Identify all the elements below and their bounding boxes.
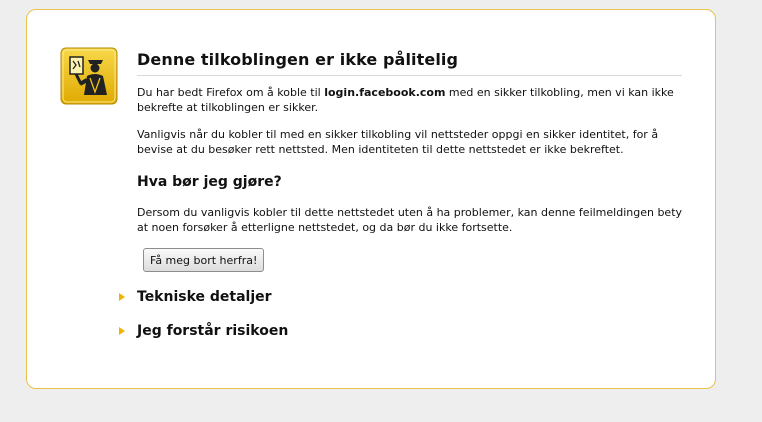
understand-risks-expander[interactable]	[119, 323, 288, 339]
technical-details-expander[interactable]	[119, 289, 272, 305]
intro-paragraph	[137, 85, 685, 115]
explanation-paragraph: Vanligvis når du kobler til med en sikker tilkobling vil nettsteder oppgi en sikker identitet, for å bevise at du besøker rett nettsted. Men identiteten til dette nettstedet er ikke bekreftet.	[137, 128, 659, 156]
expand-arrow-icon	[119, 293, 125, 301]
technical-details-label: Tekniske detaljer	[137, 289, 272, 305]
understand-risks-label: Jeg forstår risikoen	[137, 323, 289, 339]
intro-prefix: Du har bedt Firefox om å koble til	[137, 86, 325, 99]
host-name: login.facebook.com	[324, 86, 446, 99]
security-officer-icon	[60, 47, 118, 105]
get-me-out-button[interactable]: Få meg bort herfra!	[143, 248, 264, 272]
expand-arrow-icon	[119, 327, 125, 335]
intro-suffix: med en sikker tilkobling, men vi kan ikke bekrefte at tilkoblingen er sikker.	[137, 86, 674, 114]
page-title: Denne tilkoblingen er ikke pålitelig	[137, 50, 682, 76]
what-should-i-do-heading: Hva bør jeg gjøre?	[137, 174, 282, 190]
what-should-i-do-text: Dersom du vanligvis kobler til dette nettstedet uten å ha problemer, kan denne feilmeldingen bety at noen forsøker å etterligne nettstedet, og da bør du ikke fortsette.	[137, 206, 683, 234]
error-panel	[26, 9, 716, 389]
